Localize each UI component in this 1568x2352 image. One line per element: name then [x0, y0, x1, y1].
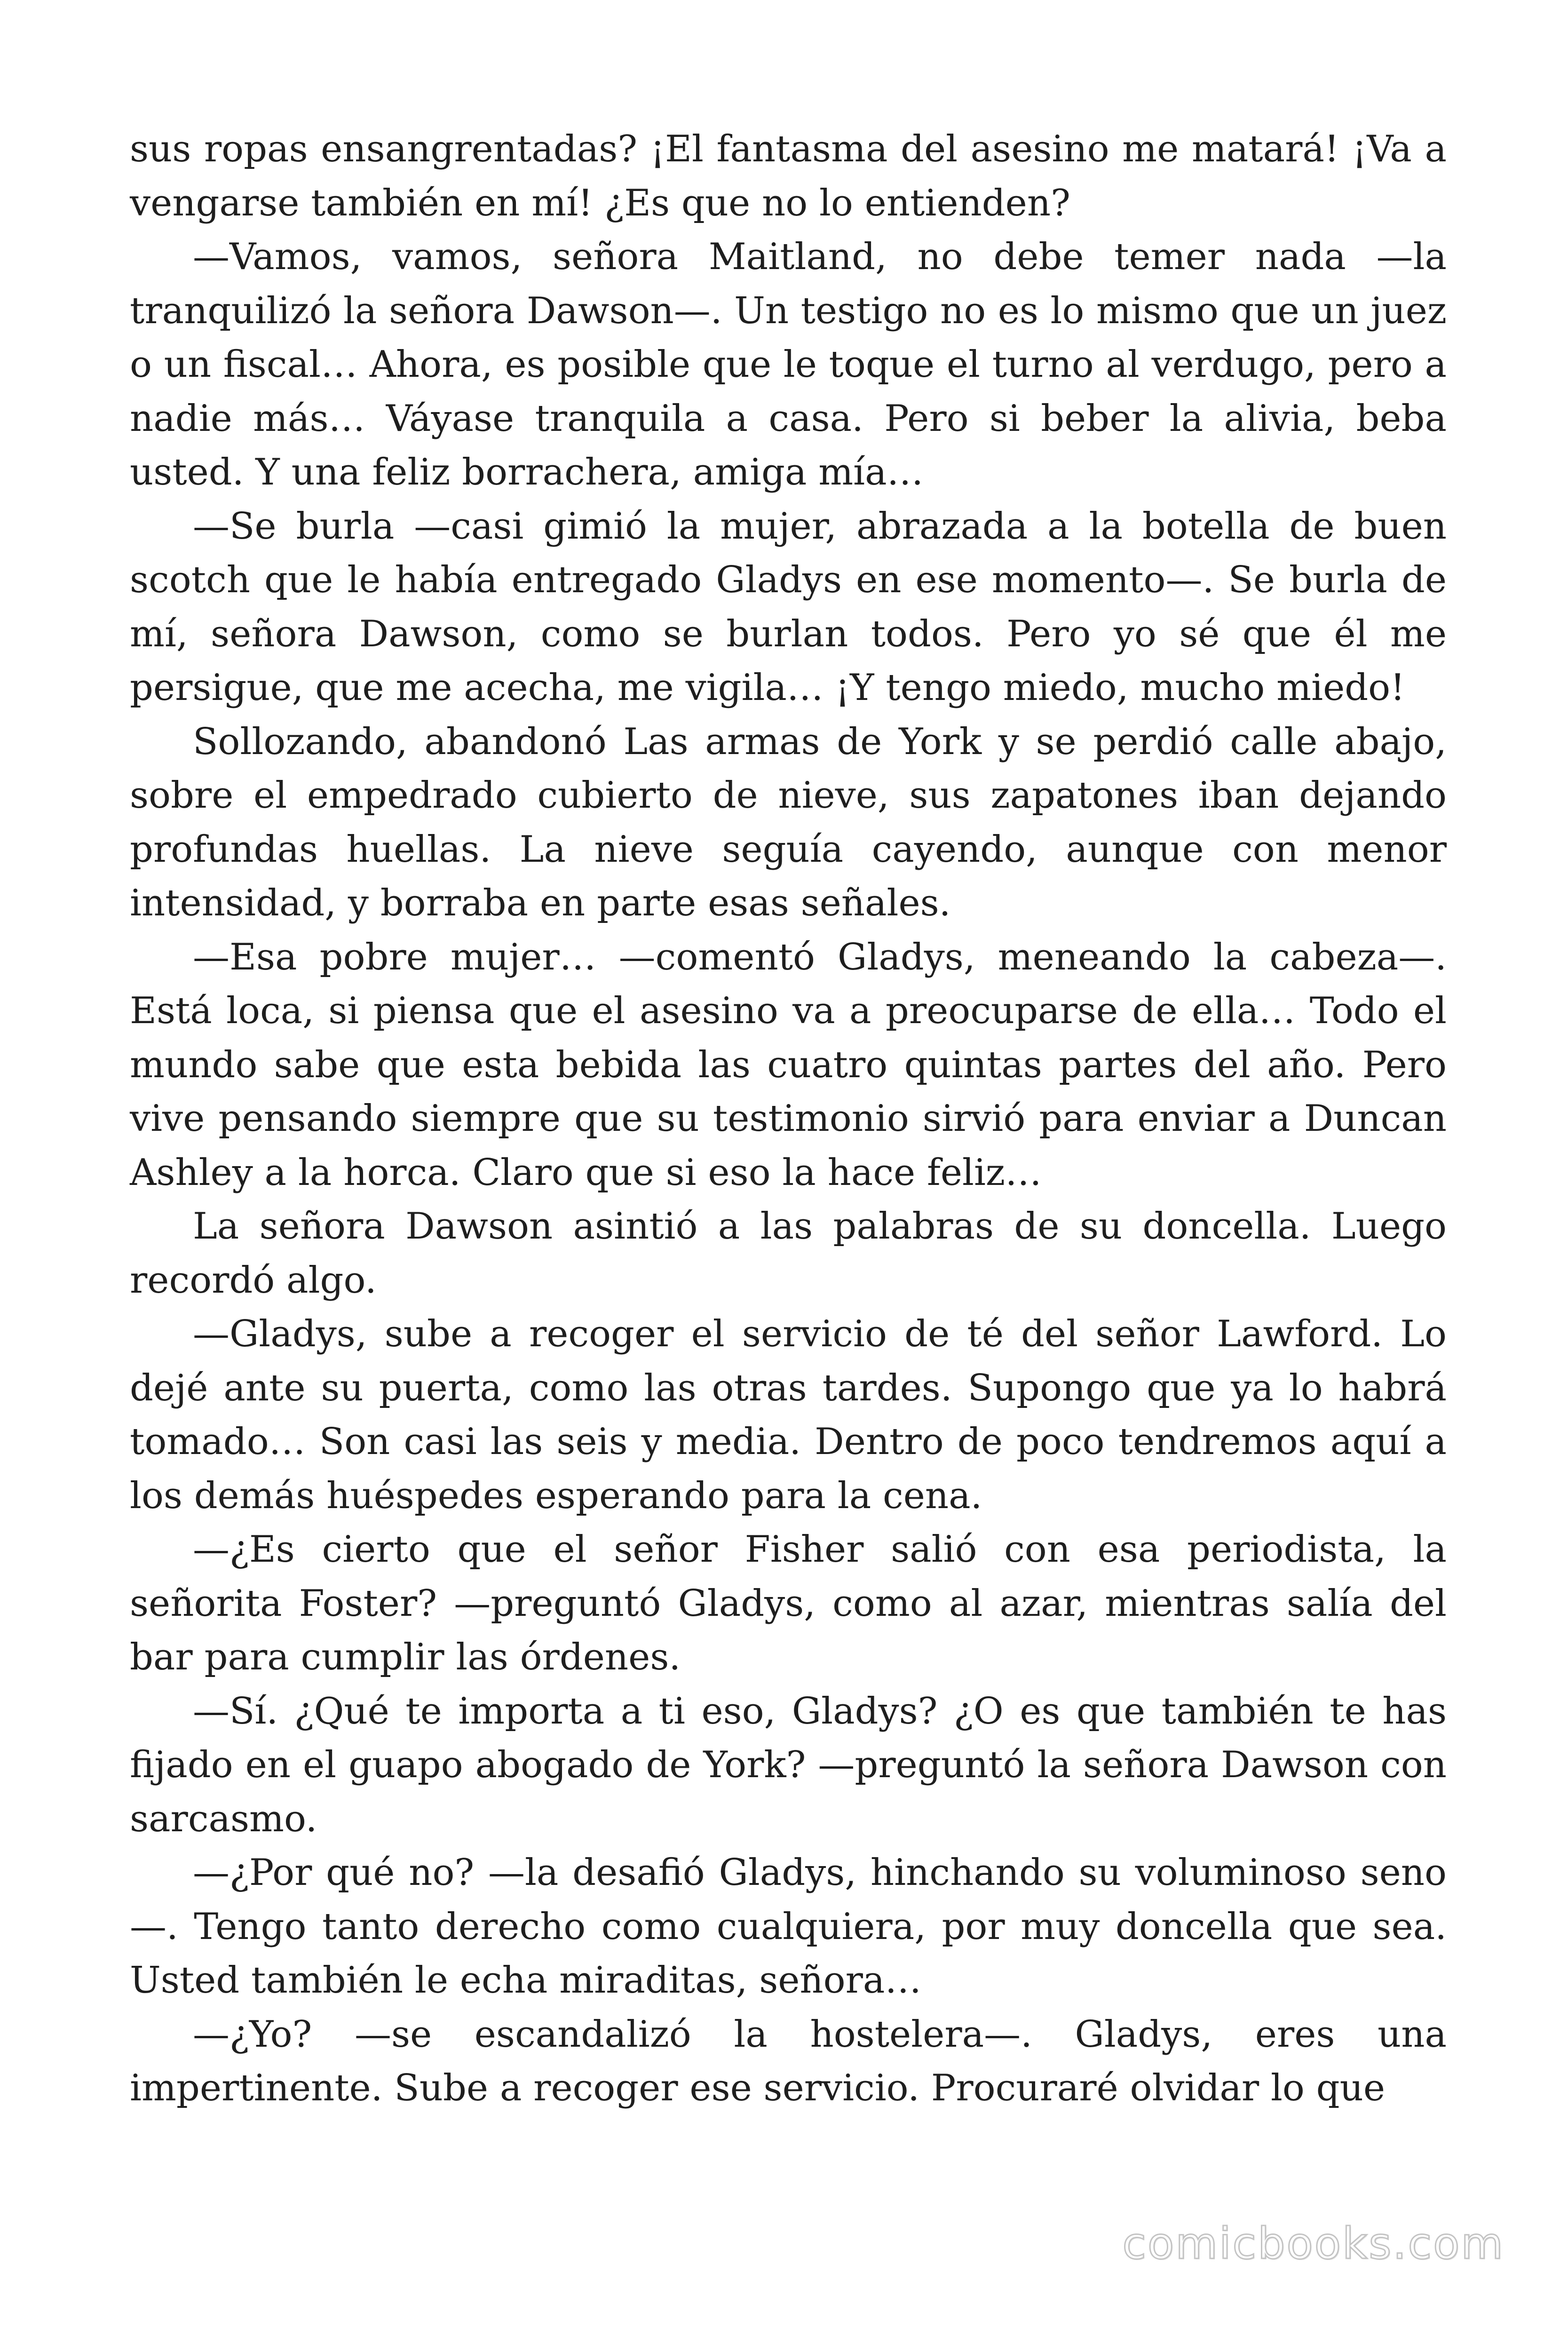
book-page-text [130, 122, 1447, 2115]
paragraph-3: —Se burla —casi gimió la mujer, abrazada a la botella de buen scotch que le había entregado Gladys en ese momento—. Se burla de mí, señora Dawson, como se burlan todos. Pero yo sé que él me persigue, que me acecha, me vigila… ¡Y tengo miedo, mucho miedo! [130, 505, 1447, 709]
paragraph-11: —¿Yo? —se escandalizó la hostelera—. Gladys, eres una impertinente. Sube a recoger ese servicio. Procuraré olvidar lo que [130, 2013, 1447, 2109]
watermark-logo: comicbooks.com [1122, 2218, 1505, 2269]
paragraph-7: —Gladys, sube a recoger el servicio de té del señor Lawford. Lo dejé ante su puerta, como las otras tardes. Supongo que ya lo habrá tomado… Son casi las seis y media. Dentro de poco tendremos aquí a los demás huéspedes esperando para la cena. [130, 1313, 1447, 1517]
paragraph-10: —¿Por qué no? —la desafió Gladys, hinchando su voluminoso seno—. Tengo tanto derecho como cualquiera, por muy doncella que sea. Usted también le echa miraditas, señora… [130, 1851, 1447, 2002]
paragraph-8: —¿Es cierto que el señor Fisher salió con esa periodista, la señorita Foster? —preguntó Gladys, como al azar, mientras salía del bar para cumplir las órdenes. [130, 1528, 1447, 1678]
paragraph-2: —Vamos, vamos, señora Maitland, no debe temer nada —la tranquilizó la señora Dawson—. Un testigo no es lo mismo que un juez o un fiscal… Ahora, es posible que le toque el turno al verdugo, pero a nadie más… Váyase tranquila a casa. Pero si beber la alivia, beba usted. Y una feliz borrachera, amiga mía… [130, 236, 1447, 493]
paragraph-4: Sollozando, abandonó Las armas de York y se perdió calle abajo, sobre el empedrado cubierto de nieve, sus zapatones iban dejando profundas huellas. La nieve seguía cayendo, aunque con menor intensidad, y borraba en parte esas señales. [130, 720, 1447, 924]
paragraph-1: sus ropas ensangrentadas? ¡El fantasma del asesino me matará! ¡Va a vengarse también en mí! ¿Es que no lo entienden? [130, 128, 1447, 224]
paragraph-6: La señora Dawson asintió a las palabras de su doncella. Luego recordó algo. [130, 1205, 1447, 1302]
paragraph-5: —Esa pobre mujer… —comentó Gladys, meneando la cabeza—. Está loca, si piensa que el asesino va a preocuparse de ella… Todo el mundo sabe que esta bebida las cuatro quintas partes del año. Pero vive pensando siempre que su testimonio sirvió para enviar a Duncan Ashley a la horca. Claro que si eso la hace feliz… [130, 936, 1447, 1194]
paragraph-9: —Sí. ¿Qué te importa a ti eso, Gladys? ¿O es que también te has fijado en el guapo abogado de York? —preguntó la señora Dawson con sarcasmo. [130, 1690, 1447, 1840]
